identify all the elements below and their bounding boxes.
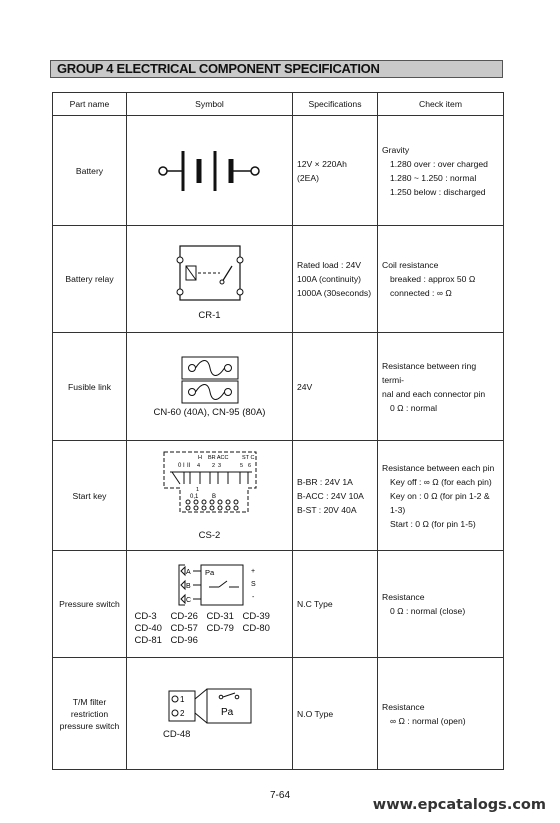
part-name: Start key bbox=[53, 441, 127, 551]
check-line: Resistance between ring termi- bbox=[382, 360, 477, 385]
group-title: GROUP 4 ELECTRICAL COMPONENT SPECIFICATION bbox=[50, 60, 503, 78]
connector-code: CD-79 bbox=[206, 623, 234, 634]
symbol-label: 1 bbox=[195, 487, 199, 493]
check-cell bbox=[378, 116, 504, 226]
symbol-label: + bbox=[250, 568, 255, 575]
spec-line: N.O Type bbox=[297, 708, 334, 719]
spec-line: 1000A (30seconds) bbox=[297, 288, 372, 298]
spec-table bbox=[52, 92, 504, 770]
symbol-label: B bbox=[185, 583, 191, 590]
spec-line: 24V bbox=[297, 381, 313, 392]
symbol-caption: CN-60 (40A), CN-95 (80A) bbox=[153, 407, 266, 418]
spec-line: B-BR : 24V 1A bbox=[297, 476, 353, 487]
check-cell bbox=[378, 658, 504, 770]
spec-cell bbox=[293, 658, 378, 770]
column-header: Check item bbox=[378, 93, 504, 116]
fusible-link-symbol bbox=[127, 333, 293, 441]
symbol-label: 2 bbox=[211, 463, 215, 469]
watermark: www.epcatalogs.com bbox=[372, 797, 546, 813]
spec-cell bbox=[293, 116, 378, 226]
column-header: Symbol bbox=[127, 93, 293, 116]
spec-cell bbox=[293, 226, 378, 333]
check-line: 1.280 over : over charged bbox=[390, 158, 488, 169]
column-header: Specifications bbox=[293, 93, 378, 116]
connector-code: CD-81 bbox=[134, 635, 162, 646]
pressure-switch-symbol bbox=[127, 551, 293, 658]
check-cell bbox=[378, 551, 504, 658]
symbol-caption: CD-48 bbox=[163, 729, 191, 740]
symbol-label: Pa bbox=[220, 707, 233, 718]
spec-line: 100A (continuity) bbox=[297, 274, 362, 284]
part-name: Battery bbox=[53, 116, 127, 226]
connector-code: CD-3 bbox=[134, 611, 157, 622]
table-row bbox=[53, 116, 504, 226]
check-line: Resistance bbox=[382, 592, 425, 602]
battery-symbol bbox=[127, 116, 293, 226]
spec-cell bbox=[293, 441, 378, 551]
pressure-switch-icon bbox=[155, 561, 265, 609]
symbol-label: 0 bbox=[177, 463, 181, 469]
spec-line: Rated load : 24V bbox=[297, 260, 362, 270]
column-header: Part name bbox=[53, 93, 127, 116]
connector-code: CD-57 bbox=[170, 623, 198, 634]
check-line: 0 Ω : normal (close) bbox=[390, 606, 466, 616]
battery-icon bbox=[155, 141, 265, 201]
check-line: breaked : approx 50 Ω bbox=[390, 274, 476, 284]
symbol-label: 6 bbox=[247, 463, 251, 469]
check-line: connected : ∞ Ω bbox=[390, 288, 452, 298]
connector-codes bbox=[135, 611, 285, 647]
symbol-label: C bbox=[185, 597, 191, 604]
check-line: 1.280 ~ 1.250 : normal bbox=[390, 172, 477, 183]
part-name-line: restriction bbox=[70, 708, 109, 719]
check-line: Gravity bbox=[382, 144, 410, 155]
connector-code: CD-80 bbox=[242, 623, 270, 634]
check-line: 0 Ω : normal bbox=[390, 402, 438, 413]
relay-icon bbox=[170, 238, 250, 308]
check-line: Resistance between each pin bbox=[382, 462, 495, 473]
part-name: Fusible link bbox=[53, 333, 127, 441]
spec-line: B-ST : 20V 40A bbox=[297, 504, 357, 515]
connector-code: CD-26 bbox=[170, 611, 198, 622]
spec-cell bbox=[293, 333, 378, 441]
symbol-label: H bbox=[197, 455, 202, 461]
check-line: ∞ Ω : normal (open) bbox=[390, 715, 466, 726]
check-line: 1.250 below : discharged bbox=[390, 186, 486, 197]
symbol-label: 5 bbox=[239, 463, 243, 469]
fuse-icon bbox=[180, 355, 240, 405]
connector-code: CD-39 bbox=[242, 611, 270, 622]
check-cell bbox=[378, 441, 504, 551]
table-row bbox=[53, 551, 504, 658]
spec-cell bbox=[293, 551, 378, 658]
symbol-label: Pa bbox=[204, 568, 214, 577]
symbol-caption: CS-2 bbox=[198, 530, 221, 541]
check-line: Start : 0 Ω (for pin 1-5) bbox=[390, 518, 476, 529]
symbol-label: 0,1 bbox=[189, 494, 198, 500]
symbol-label: II bbox=[186, 463, 190, 469]
page-number: 7-64 bbox=[269, 790, 290, 801]
symbol-label: S bbox=[250, 581, 256, 588]
symbol-label: 2 bbox=[179, 709, 184, 718]
table-row bbox=[53, 333, 504, 441]
connector-code: CD-40 bbox=[134, 623, 162, 634]
spec-line: 12V × 220Ah bbox=[297, 158, 347, 169]
check-line: Key on : 0 Ω (for pin 1-2 & 1-3) bbox=[390, 490, 490, 515]
table-row bbox=[53, 226, 504, 333]
part-name bbox=[53, 658, 127, 770]
filter-pressure-switch-symbol bbox=[127, 658, 293, 770]
table-row bbox=[53, 441, 504, 551]
part-name-line: T/M filter bbox=[72, 696, 107, 707]
symbol-label: 3 bbox=[217, 463, 221, 469]
symbol-label: BR ACC bbox=[207, 455, 228, 461]
table-row bbox=[53, 658, 504, 770]
part-name: Battery relay bbox=[53, 226, 127, 333]
start-key-symbol bbox=[127, 441, 293, 551]
check-cell bbox=[378, 226, 504, 333]
spec-line: (2EA) bbox=[297, 172, 319, 183]
symbol-label: 1 bbox=[179, 695, 184, 704]
spec-line: B-ACC : 24V 10A bbox=[297, 490, 364, 501]
connector-code: CD-96 bbox=[170, 635, 198, 646]
connector-code: CD-31 bbox=[206, 611, 234, 622]
check-line: Resistance bbox=[382, 701, 425, 712]
symbol-label: 4 bbox=[196, 463, 200, 469]
key-switch-icon bbox=[160, 450, 260, 528]
symbol-label: I bbox=[182, 463, 185, 469]
filter-switch-icon bbox=[165, 687, 255, 727]
part-name-line: pressure switch bbox=[59, 720, 120, 731]
table-header-row bbox=[53, 93, 504, 116]
spec-line: N.C Type bbox=[297, 599, 333, 609]
symbol-label: - bbox=[251, 594, 254, 601]
check-line: Coil resistance bbox=[382, 260, 439, 270]
symbol-label: B bbox=[211, 494, 216, 500]
check-line: Key off : ∞ Ω (for each pin) bbox=[390, 476, 492, 487]
battery-relay-symbol bbox=[127, 226, 293, 333]
check-cell bbox=[378, 333, 504, 441]
symbol-caption: CR-1 bbox=[198, 309, 221, 321]
symbol-label: ST C bbox=[241, 455, 254, 461]
symbol-label: A bbox=[185, 569, 191, 576]
check-line: nal and each connector pin bbox=[382, 388, 486, 399]
part-name: Pressure switch bbox=[53, 551, 127, 658]
